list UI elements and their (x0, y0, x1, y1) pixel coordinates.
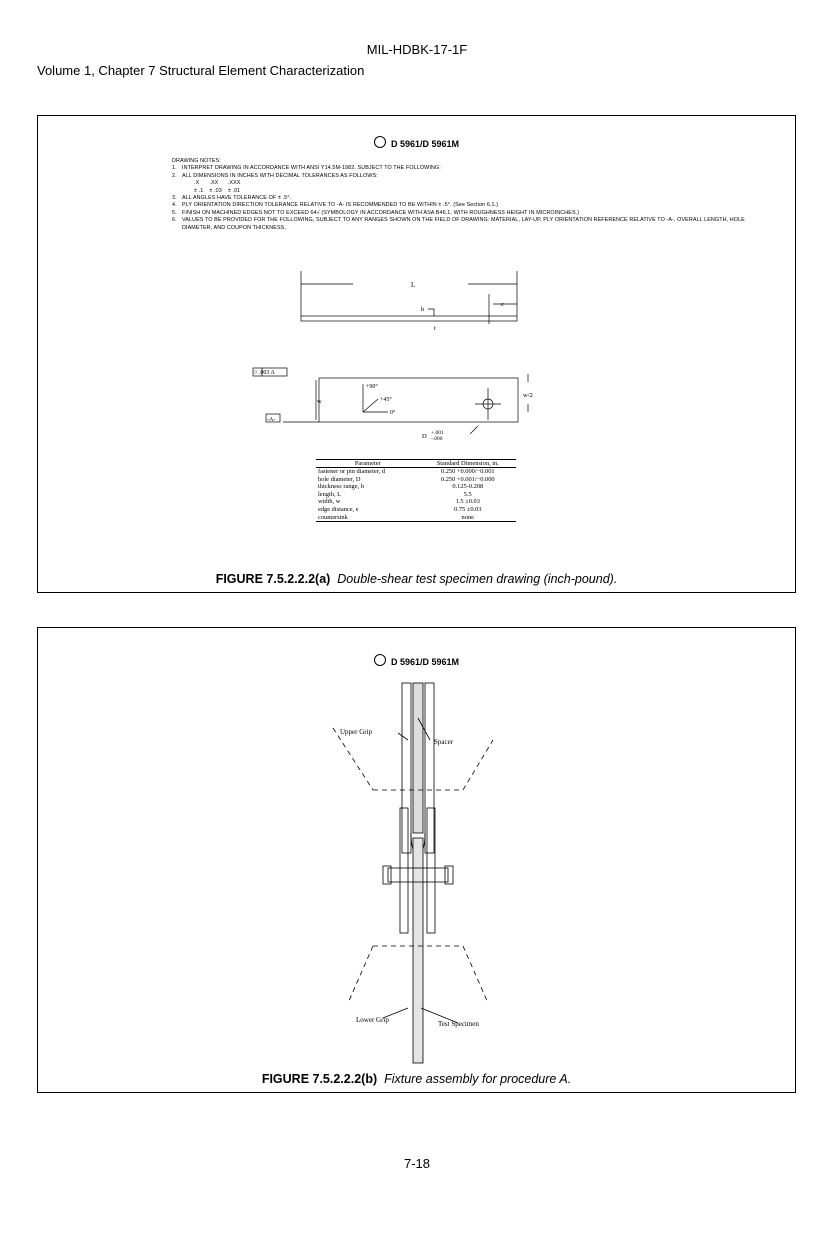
label-lower-grip: Lower Grip (356, 1016, 389, 1024)
note-1: 1. INTERPRET DRAWING IN ACCORDANCE WITH ANSI Y14.5M-1982, SUBJECT TO THE FOLLOWING: (172, 165, 441, 172)
table-row: thickness range, h 0.125-0.208 (318, 483, 484, 491)
table-row: length, L 5.5 (318, 490, 472, 498)
label-upper-grip: Upper Grip (340, 728, 373, 736)
table-row: hole diameter, D 0.250 +0.001/−0.000 (318, 475, 495, 483)
col-parameter: Parameter (316, 460, 420, 468)
label-e: e (501, 301, 504, 308)
chapter-title: Volume 1, Chapter 7 Structural Element Characterization (37, 63, 365, 78)
label-w: w (317, 398, 322, 405)
tolerance-grid: .X ± .1 .XX ± .03 .XXX ± .01 (194, 180, 241, 194)
label-D: D (422, 433, 427, 440)
label-L: L (411, 281, 416, 289)
label-D-minus: -.000 (431, 436, 443, 442)
doc-id: MIL-HDBK-17-1F (366, 42, 468, 57)
label-p90: +90° (366, 384, 378, 390)
label-p45: +45° (380, 397, 392, 403)
col-standard-dimension: Standard Dimension, in. (420, 460, 516, 468)
label-zero: 0° (390, 410, 396, 416)
note-4: 4. PLY ORIENTATION DIRECTION TOLERANCE RELATIVE TO -A- IS RECOMMENDED TO BE WITHIN ± .5°. (See Section 6.1.) (172, 202, 499, 209)
label-h: h (421, 306, 425, 313)
figure-a-frame (37, 115, 796, 593)
figure-a-caption: FIGURE 7.5.2.2.2(a) Double-shear test specimen drawing (inch-pound). (215, 572, 618, 586)
label-t: t (434, 325, 436, 332)
fixture-drawing (38, 628, 795, 1068)
note-2: 2. ALL DIMENSIONS IN INCHES WITH DECIMAL TOLERANCES AS FOLLOWS: (172, 172, 378, 179)
table-row: edge distance, e 0.75 ±0.03 (318, 505, 482, 513)
note-3: 3. ALL ANGLES HAVE TOLERANCE OF ± .5°. (172, 195, 292, 202)
astm-header-a: D 5961/D 5961M (38, 136, 795, 149)
parameter-table (316, 459, 516, 522)
table-row: width, w 1.5 ±0.03 (318, 498, 480, 506)
label-test-specimen: Test Specimen (438, 1020, 479, 1028)
astm-header-b: D 5961/D 5961M (38, 654, 795, 667)
label-w2: w/2 (523, 392, 533, 399)
table-row: fastener or pin diameter, d 0.250 +0.000/−0.001 (318, 468, 495, 475)
label-spacer: Spacer (434, 738, 454, 746)
note-6: 6. VALUES TO BE PROVIDED FOR THE FOLLOWING, SUBJECT TO ANY RANGES SHOWN ON THE FIELD OF DRAWING: MATERIAL, LAY-UP, PLY ORIENTATION REFERENCE RELATIVE TO -A-, OVERALL LENGTH, HOLE DIAMETER, AND COUPON THICKNESS. (172, 217, 745, 231)
label-parallel: // .003 A (254, 370, 275, 376)
figure-b-frame (37, 627, 796, 1093)
label-D-plus: +.001 (431, 430, 444, 436)
page-number: 7-18 (403, 1156, 431, 1171)
note-5: 5. FINISH ON MACHINED EDGES NOT TO EXCEED 64√ (SYMBOLOGY IN ACCORDANCE WITH ASA B46.1, WITH ROUGHNESS HEIGHT IN MICROINCHES.) (172, 209, 580, 216)
figure-b-caption: FIGURE 7.5.2.2.2(b) Fixture assembly for procedure A. (261, 1072, 572, 1086)
label-datum: -A- (267, 417, 276, 423)
table-row: countersink none (316, 514, 516, 522)
notes-title: DRAWING NOTES: (172, 158, 221, 164)
